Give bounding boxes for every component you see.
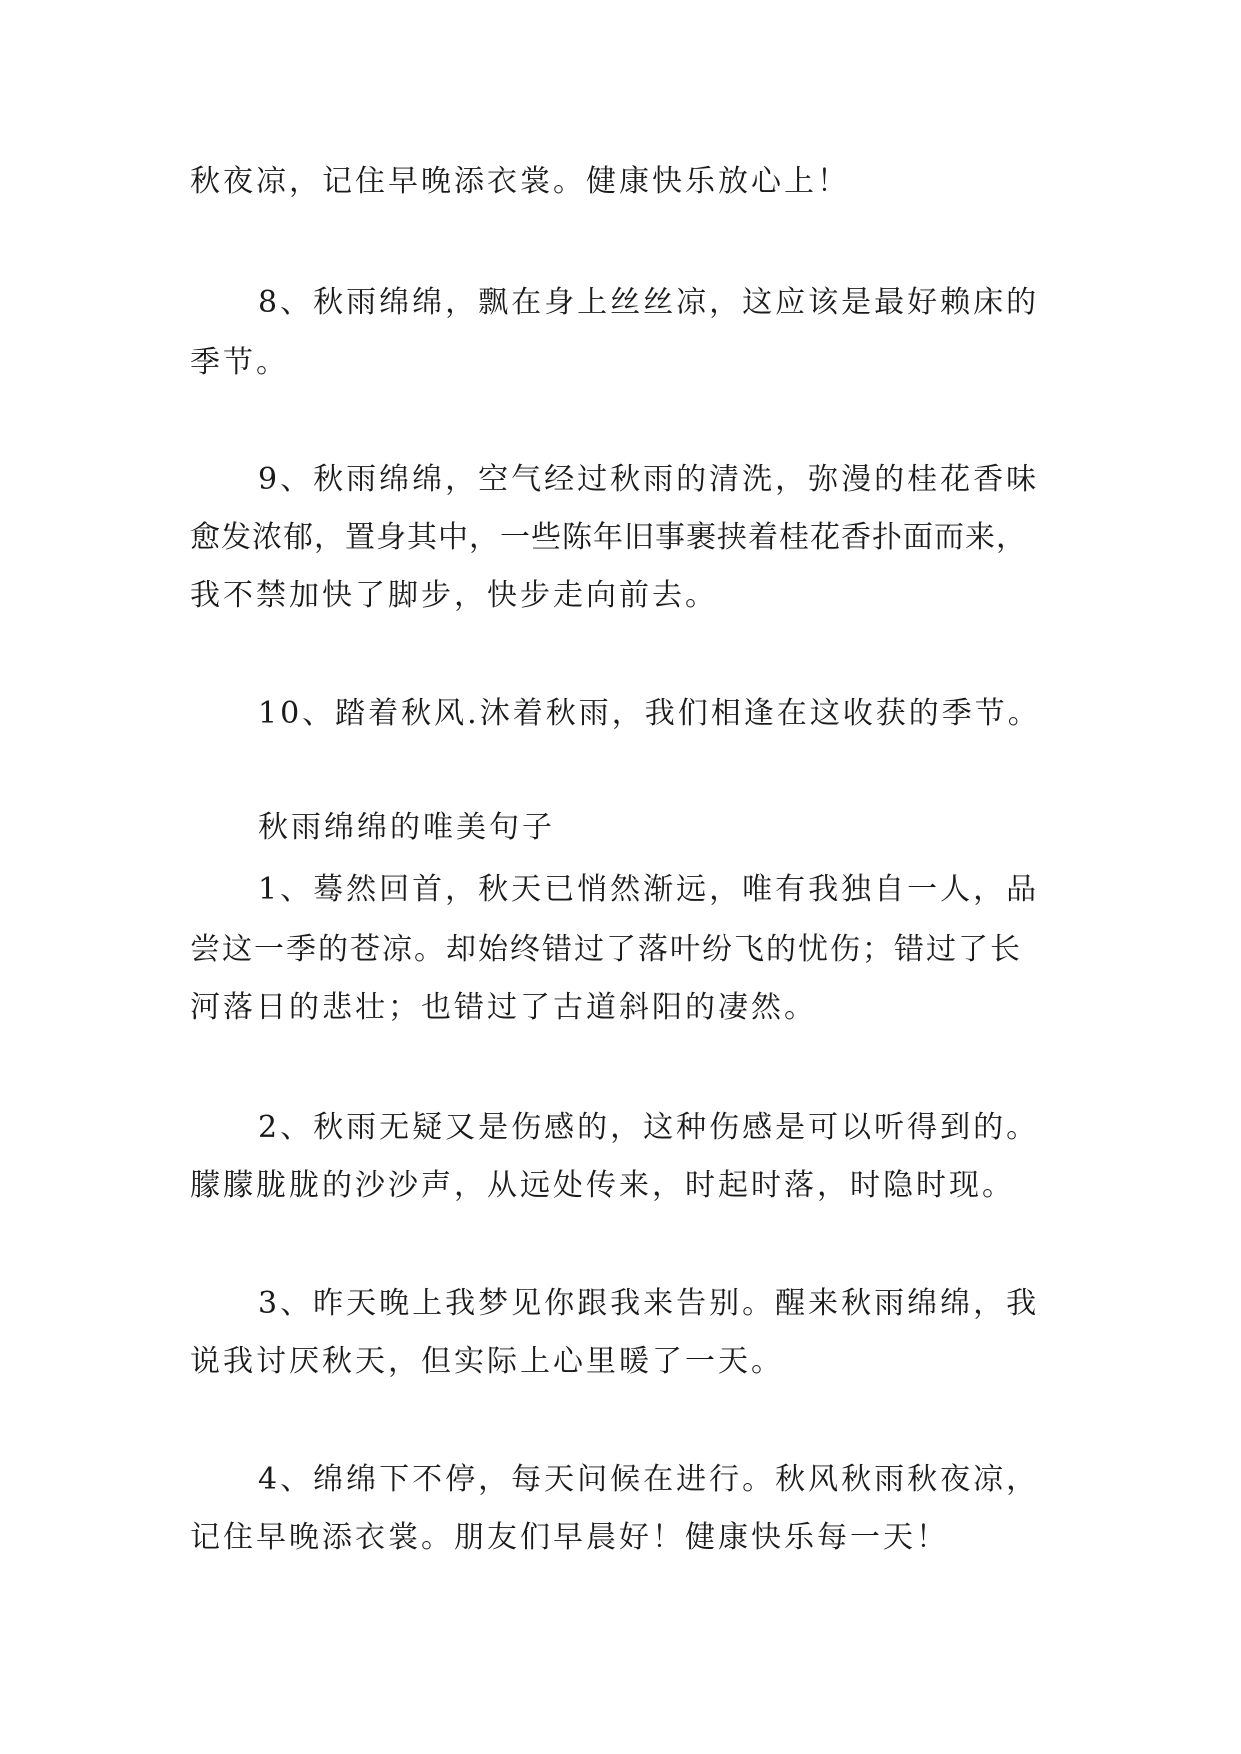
text-line: 尝这一季的苍凉。却始终错过了落叶纷飞的忧伤；错过了长: [190, 932, 1022, 967]
text-line: 愈发浓郁，置身其中，一些陈年旧事裹挟着桂花香扑面而来，: [190, 520, 1027, 555]
text-line: 河落日的悲壮；也错过了古道斜阳的凄然。: [190, 990, 817, 1025]
text-line: 朦朦胧胧的沙沙声，从远处传来，时起时落，时隐时现。: [190, 1168, 1015, 1203]
text-line: 8、秋雨绵绵，飘在身上丝丝凉，这应该是最好赖床的: [258, 285, 1040, 320]
text-line: 我不禁加快了脚步，快步走向前去。: [190, 578, 718, 613]
text-line: 季节。: [190, 345, 289, 380]
text-line: 秋夜凉，记住早晚添衣裳。健康快乐放心上！: [190, 164, 850, 199]
text-line: 1、蓦然回首，秋天已悄然渐远，唯有我独自一人，品: [258, 872, 1040, 907]
text-line: 10、踏着秋风.沐着秋雨，我们相逢在这收获的季节。: [258, 696, 1041, 731]
text-line: 记住早晚添衣裳。朋友们早晨好！健康快乐每一天！: [190, 1520, 949, 1555]
text-line: 2、秋雨无疑又是伤感的，这种伤感是可以听得到的。: [258, 1110, 1040, 1145]
text-line: 9、秋雨绵绵，空气经过秋雨的清洗，弥漫的桂花香味: [258, 462, 1040, 497]
text-line: 4、绵绵下不停，每天问候在进行。秋风秋雨秋夜凉，: [258, 1462, 1040, 1497]
text-line: 说我讨厌秋天，但实际上心里暖了一天。: [190, 1344, 784, 1379]
section-heading: 秋雨绵绵的唯美句子: [258, 810, 555, 845]
text-line: 3、昨天晚上我梦见你跟我来告别。醒来秋雨绵绵，我: [258, 1286, 1040, 1321]
